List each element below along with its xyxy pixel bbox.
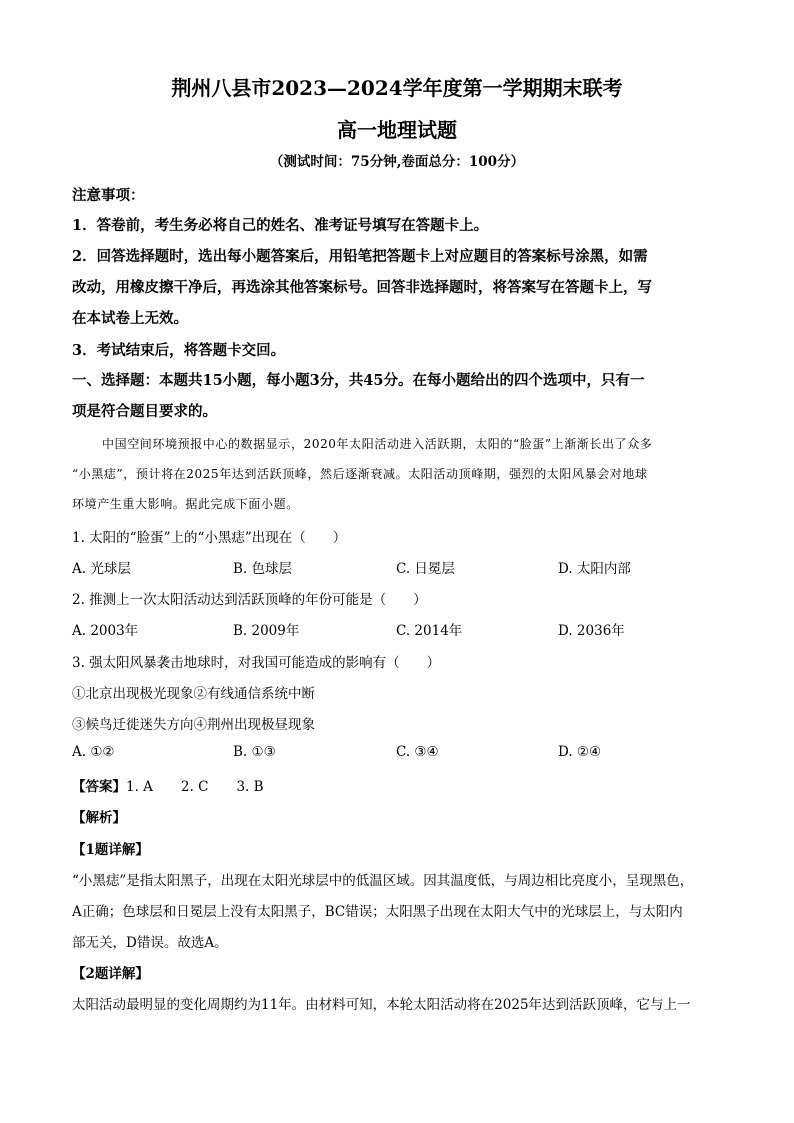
question-1-option-d: D. 太阳内部 — [558, 561, 631, 577]
answer-1: 1. A — [126, 779, 153, 795]
question-2-option-c: C. 2014年 — [396, 623, 463, 639]
detail-1-line-3: 部无关，D错误。故选A。 — [72, 935, 228, 951]
question-2-option-b: B. 2009年 — [233, 623, 300, 639]
answer-line — [72, 775, 264, 795]
question-3-option-a: A. ①② — [72, 744, 115, 760]
exam-subject: 高一地理试题 — [337, 118, 457, 142]
answer-2: 2. C — [180, 779, 209, 795]
question-3-option-b: B. ①③ — [233, 744, 276, 760]
passage-line-2: “小黑痣”，预计将在2025年达到活跃顶峰，然后逐渐衰减。太阳活动顶峰期，强烈的太阳风暴会对地球 — [72, 467, 648, 481]
answer-3: 3. B — [236, 779, 264, 795]
passage-line-1: 中国空间环境预报中心的数据显示，2020年太阳活动进入活跃期，太阳的“脸蛋”上渐渐长出了众多 — [102, 437, 653, 451]
notes-item-2-line-3: 在本试卷上无效。 — [72, 310, 188, 327]
question-2-stem: 2. 推测上一次太阳活动达到活跃顶峰的年份可能是（ ） — [72, 592, 427, 608]
passage-line-3: 环境产生重大影响。据此完成下面小题。 — [72, 497, 299, 511]
section-heading-line-1: 一、选择题：本题共15小题，每小题3分，共45分。在每小题给出的四个选项中，只有一 — [72, 372, 645, 389]
notes-item-3: 3．考试结束后，将答题卡交回。 — [72, 342, 286, 359]
detail-2-label: 【2题详解】 — [72, 966, 149, 982]
notes-heading: 注意事项： — [72, 187, 145, 204]
question-3-option-c: C. ③④ — [396, 744, 439, 760]
question-2-option-a: A. 2003年 — [72, 623, 139, 639]
question-3-option-d: D. ②④ — [558, 744, 602, 760]
question-1-stem: 1. 太阳的“脸蛋”上的“小黑痣”出现在（ ） — [72, 530, 347, 546]
detail-1-line-1: “小黑痣”是指太阳黑子，出现在太阳光球层中的低温区域。因其温度低，与周边相比亮度小，呈现黑色， — [72, 873, 694, 889]
notes-item-2-line-2: 改动，用橡皮擦干净后，再选涂其他答案标号。回答非选择题时，将答案写在答题卡上，写 — [72, 279, 652, 296]
exam-title: 荆州八县市2023—2024学年度第一学期期末联考 — [171, 76, 623, 100]
question-3-statements-1: ①北京出现极光现象②有线通信系统中断 — [72, 686, 315, 702]
detail-1-label: 【1题详解】 — [72, 842, 149, 858]
detail-1-line-2: A正确；色球层和日冕层上没有太阳黑子，BC错误；太阳黑子出现在太阳大气中的光球层上，与太阳内 — [72, 904, 683, 920]
question-1-option-c: C. 日冕层 — [396, 561, 455, 577]
question-2-option-d: D. 2036年 — [558, 623, 625, 639]
notes-item-2-line-1: 2．回答选择题时，选出每小题答案后，用铅笔把答题卡上对应题目的答案标号涂黑，如需 — [72, 248, 648, 265]
analysis-label: 【解析】 — [72, 810, 126, 826]
question-1-option-a: A. 光球层 — [72, 561, 131, 577]
question-3-statements-2: ③候鸟迁徙迷失方向④荆州出现极昼现象 — [72, 717, 315, 733]
detail-2-line-1: 太阳活动最明显的变化周期约为11年。由材料可知，本轮太阳活动将在2025年达到活跃顶峰，它与上一 — [72, 997, 691, 1013]
exam-info: （测试时间：75分钟,卷面总分：100分） — [269, 154, 525, 170]
answer-label: 【答案】 — [72, 779, 126, 795]
question-3-stem: 3. 强太阳风暴袭击地球时，对我国可能造成的影响有（ ） — [72, 655, 441, 671]
notes-item-1: 1．答卷前，考生务必将自己的姓名、准考证号填写在答题卡上。 — [72, 217, 489, 234]
question-1-option-b: B. 色球层 — [233, 561, 293, 577]
section-heading-line-2: 项是符合题目要求的。 — [72, 403, 217, 420]
